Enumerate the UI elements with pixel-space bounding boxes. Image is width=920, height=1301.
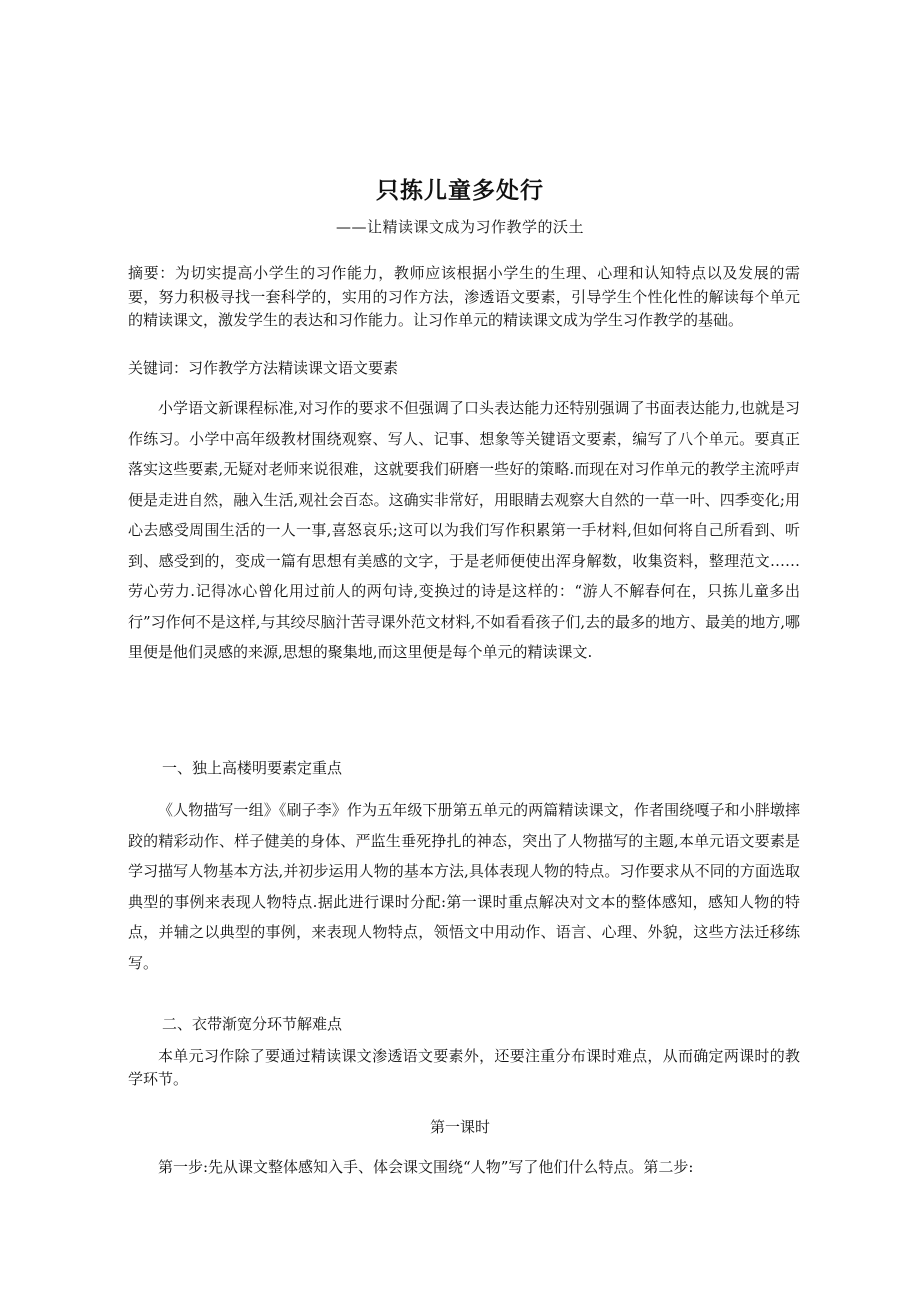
lesson-title: 第一课时 (429, 1118, 490, 1136)
doc-title: 只拣儿童多处行 (376, 178, 544, 204)
abstract: 摘要：为切实提高小学生的习作能力，教师应该根据小学生的生理、心理和认知特点以及发展的需要，努力积极寻找一套科学的，实用的习作方法，渗透语文要素，引导学生个性化性的解读每个单元的精读课文，激发学生的表达和习作能力。让习作单元的精读课文成为学生习作教学的基础。 (128, 264, 800, 329)
paragraph-section-2: 本单元习作除了要通过精读课文渗透语文要素外，还要注重分布课时难点，从而确定两课时的教学环节。 (128, 1047, 800, 1088)
paragraph-intro: 小学语文新课程标准,对习作的要求不但强调了口头表达能力还特别强调了书面表达能力,也就是习作练习。小学中高年级教材围绕观察、写人、记事、想象等关键语文要素，编写了八个单元。要真正落实这些要素,无疑对老师来说很难，这就要我们研磨一些好的策略.而现在对习作单元的教学主流呼声便是走进自然，融入生活,观社会百态。这确实非常好，用眼睛去观察大自然的一草一叶、四季变化;用心去感受周围生活的一人一事,喜怒哀乐;这可以为我们写作积累第一手材料,但如何将自己所看到、听到、感受到的，变成一篇有思想有美感的文字，于是老师便使出浑身解数，收集资料，整理范文……劳心劳力.记得冰心曾化用过前人的两句诗,变换过的诗是这样的：“游人不解春何在，只拣儿童多出行”习作何不是这样,与其绞尽脑汁苦寻课外范文材料,不如看看孩子们,去的最多的地方、最美的地方,哪里便是他们灵感的来源,思想的聚集地,而这里便是每个单元的精读课文. (128, 399, 800, 661)
section-heading-2: 二、衣带渐宽分环节解难点 (162, 1015, 343, 1033)
section-heading-1: 一、独上高楼明要素定重点 (162, 759, 343, 777)
paragraph-lesson-1: 第一步:先从课文整体感知入手、体会课文围绕“人物”写了他们什么特点。第二步: (158, 1158, 694, 1176)
keywords: 关键词：习作教学方法精读课文语文要素 (128, 359, 399, 377)
doc-subtitle: ——让精读课文成为习作教学的沃土 (335, 218, 584, 236)
paragraph-section-1: 《人物描写一组》《刷子李》作为五年级下册第五单元的两篇精读课文，作者围绕嘎子和小胖墩摔跤的精彩动作、样子健美的身体、严监生垂死挣扎的神态，突出了人物描写的主题,本单元语文要素是学习描写人物基本方法,并初步运用人物的基本方法,具体表现人物的特点。习作要求从不同的方面选取典型的事例来表现人物特点.据此进行课时分配:第一课时重点解决对文本的整体感知，感知人物的特点，并辅之以典型的事例，来表现人物特点，领悟文中用动作、语言、心理、外貌，这些方法迁移练写。 (128, 801, 800, 972)
